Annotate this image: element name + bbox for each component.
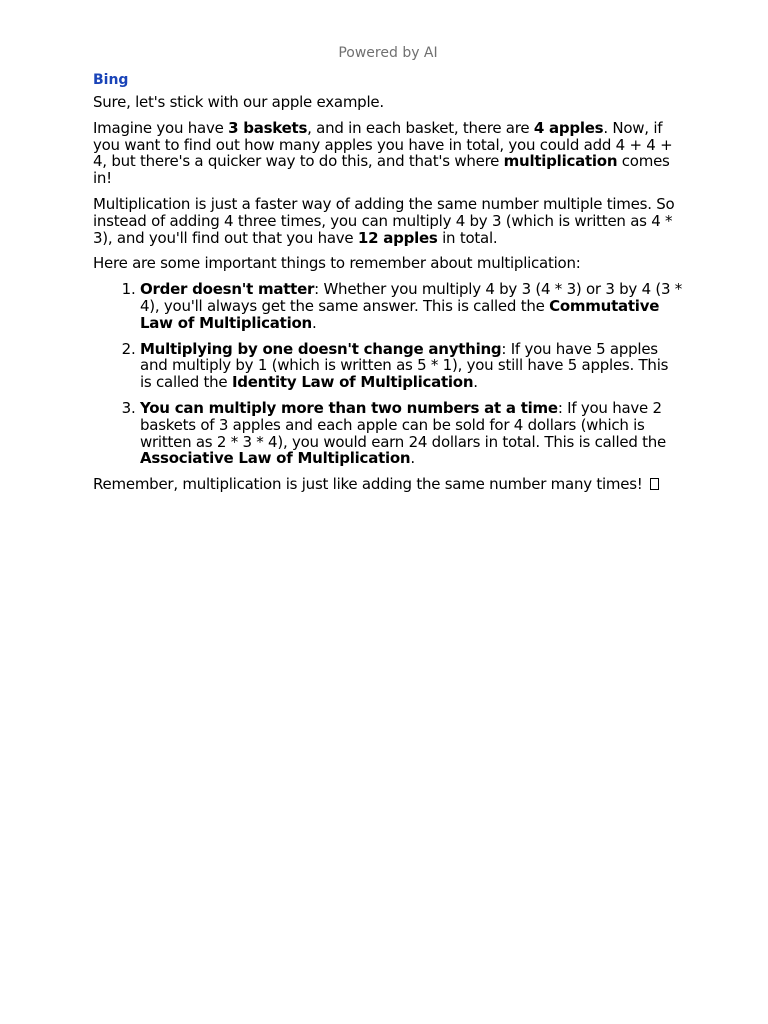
list-item-title: Multiplying by one doesn't change anything — [140, 339, 502, 358]
list-item-text: : Whether you multiply 4 by 3 (4 * 3) or 3 by 4 (3 * 4), you'll always get the same answer. This is called the — [140, 280, 683, 315]
list-item-end: . — [311, 313, 317, 332]
list-item — [140, 341, 683, 391]
text-run: in total. — [437, 228, 498, 247]
conversation-page — [93, 44, 683, 502]
text-run: comes in! — [93, 152, 670, 188]
text-run: Imagine you have — [93, 118, 229, 137]
list-item-end: . — [410, 449, 415, 468]
text-run: Multiplication is just a faster way of adding the same number multiple times. So instead of adding 4 three times, you can multiply 4 by 3 (which is written as 4 * 3), and you'll find out that you have — [93, 194, 675, 247]
bold-text: 3 baskets — [228, 118, 308, 137]
text-run: . Now, if you want to find out how many apples you have in total, you could add 4 + 4 + 4, but there's a quicker way to do this, and that's where — [93, 118, 673, 171]
law-name: Identity Law of Multiplication — [231, 373, 474, 392]
sender-name: Bing — [93, 72, 129, 88]
powered-by-label: Powered by AI — [338, 45, 438, 61]
message-intro: Sure, let's stick with our apple example. — [93, 93, 384, 111]
text-run: , and in each basket, there are — [307, 118, 534, 137]
list-item-end: . — [473, 373, 478, 392]
missing-glyph-icon — [650, 478, 659, 490]
multiplication-rules-list — [93, 281, 683, 467]
list-item-title: You can multiply more than two numbers at a time — [140, 398, 558, 417]
bold-text: 4 apples — [533, 118, 604, 137]
list-item-title: Order doesn't matter — [140, 280, 315, 299]
list-item-text: : If you have 5 apples and multiply by 1 (which is written as 5 * 1), you still have 5 apples. This is called the — [140, 339, 669, 392]
message-paragraph-1 — [93, 120, 683, 187]
bold-text: multiplication — [503, 152, 618, 171]
law-name: Commutative Law of Multiplication — [140, 296, 660, 332]
bold-text: 12 apples — [357, 228, 438, 247]
message-closing — [93, 476, 683, 493]
list-item — [140, 281, 683, 331]
list-item-text: : If you have 2 baskets of 3 apples and each apple can be sold for 4 dollars (which is written as 2 * 3 * 4), you would earn 24 dollars in total. This is called the — [140, 398, 667, 451]
bot-message — [93, 94, 683, 493]
law-name: Associative Law of Multiplication — [140, 449, 411, 468]
closing-text: Remember, multiplication is just like adding the same number many times! — [93, 475, 648, 494]
list-item — [140, 400, 683, 467]
message-paragraph-3: Here are some important things to remember about multiplication: — [93, 254, 581, 273]
message-paragraph-2 — [93, 196, 683, 246]
